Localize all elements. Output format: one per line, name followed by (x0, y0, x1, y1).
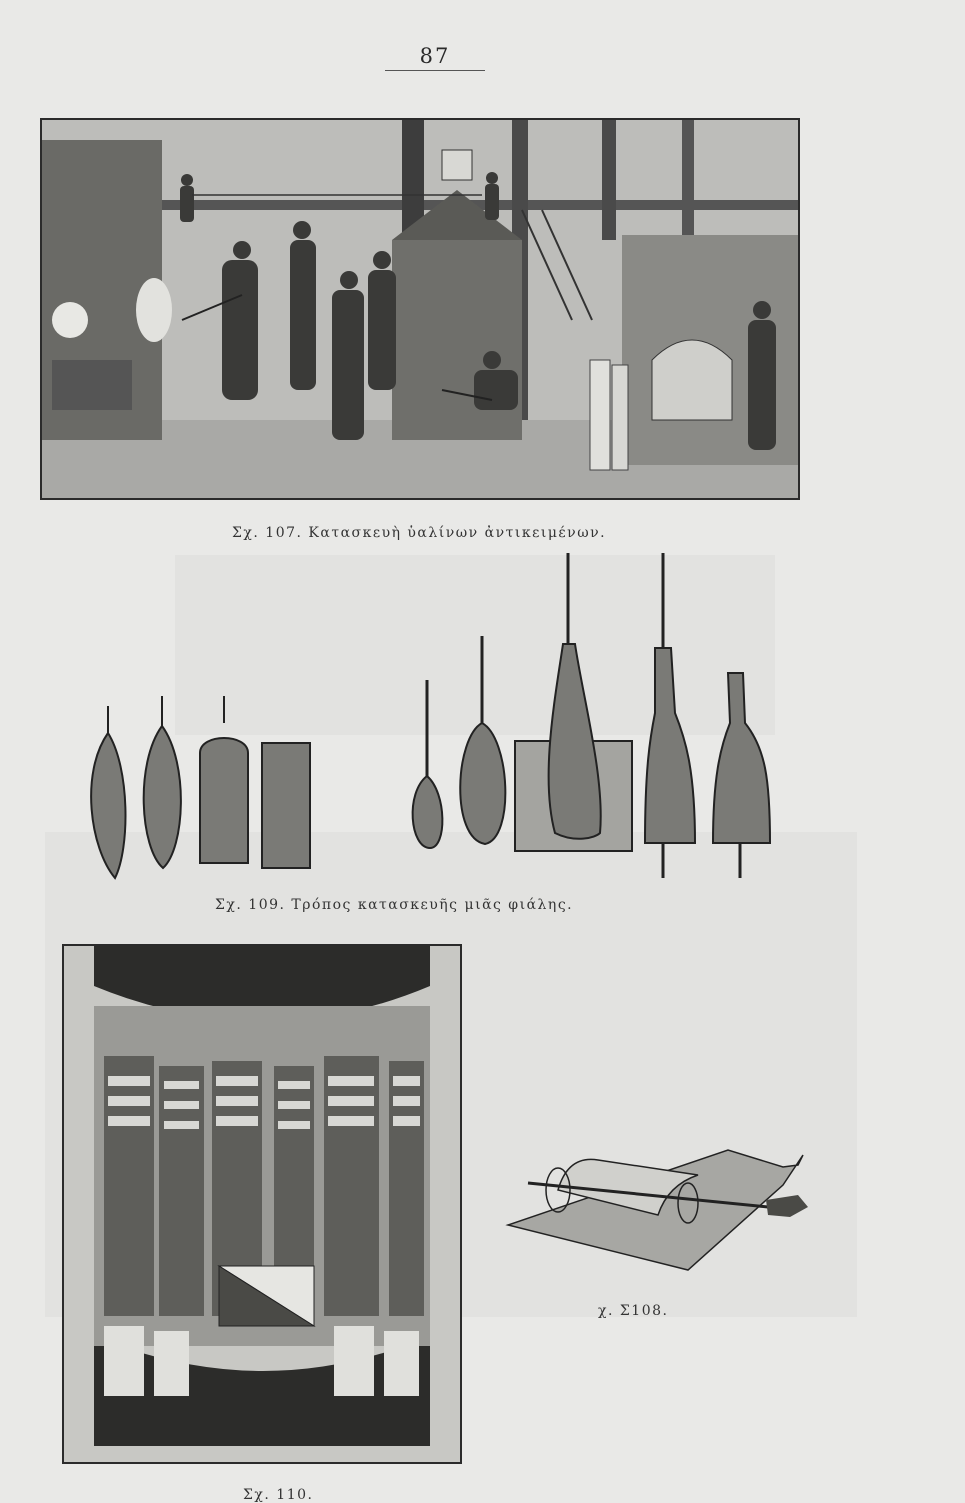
figure-107-caption: Σχ. 107. Κατασκευὴ ὑαλίνων ἀντικειμένων. (232, 525, 607, 541)
workshop-illustration (42, 120, 798, 498)
glassworks-engraving (40, 118, 800, 500)
furnace-cross-section (62, 944, 462, 1464)
figure-110-caption: Σχ. 110. (243, 1487, 314, 1503)
furnace-section-illustration (64, 946, 460, 1462)
figure-109-caption: Σχ. 109. Τρόπος κατασκευῆς μιᾶς φιάλης. (215, 897, 574, 913)
figure-108-caption: χ. Σ108. (598, 1303, 669, 1319)
bottle-making-stages (85, 548, 785, 888)
page-number: 87 (385, 44, 485, 71)
cylinder-flattening-illustration (498, 1145, 818, 1275)
